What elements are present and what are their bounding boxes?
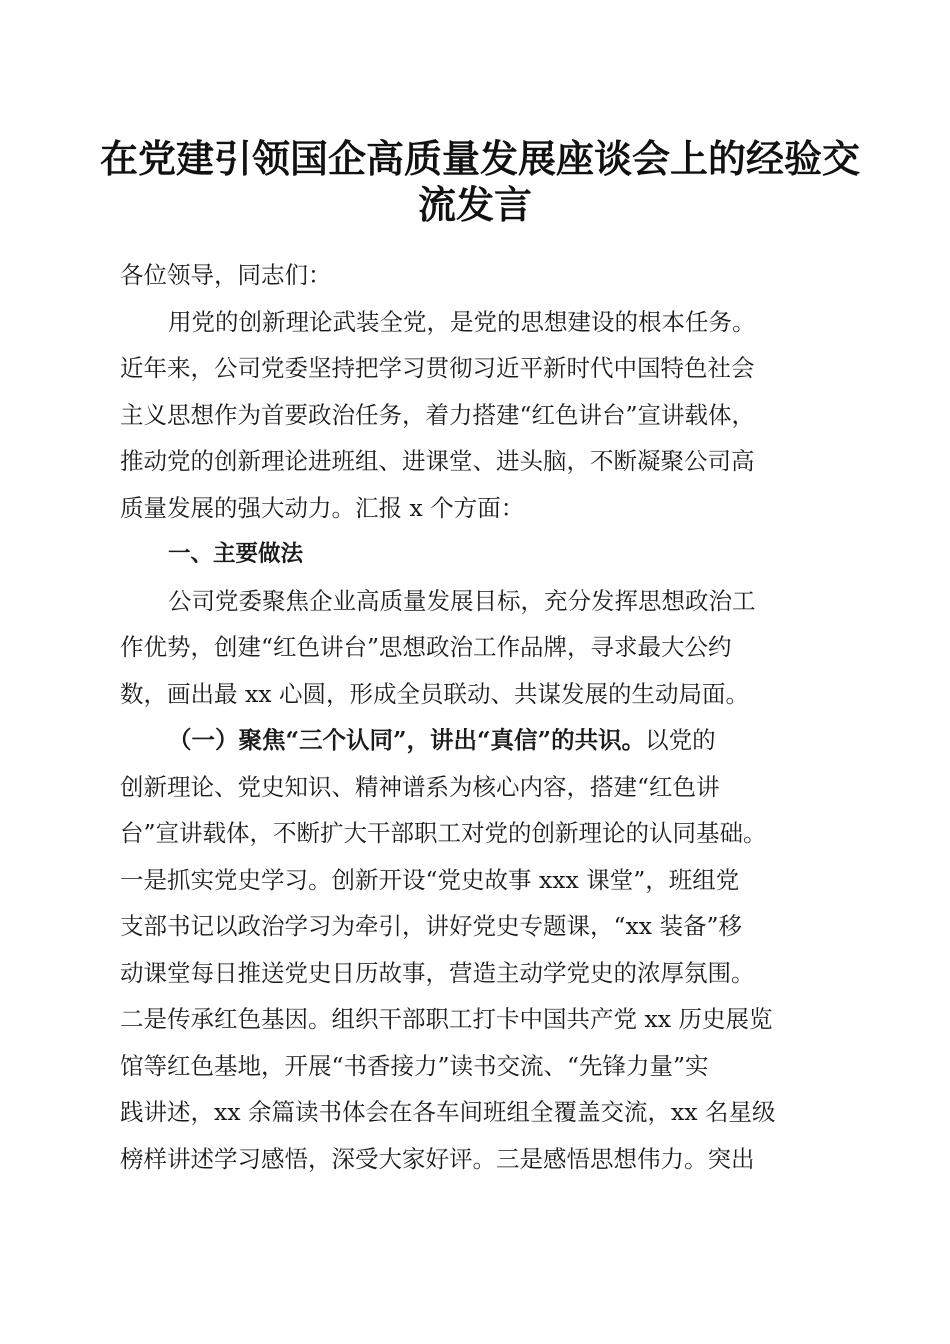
sub1-line-2: 台”宣讲载体，不断扩大干部职工对党的创新理论的认同基础。 — [120, 819, 767, 847]
salutation: 各位领导，同志们： — [120, 261, 332, 289]
section1-line-3: 数，画出最 xx 心圆，形成全员联动、共谋发展的生动局面。 — [120, 679, 749, 708]
sub1-line-4: 支部书记以政治学习为牵引，讲好党史专题课，“xx 装备”移 — [120, 912, 743, 940]
intro-line-5: 质量发展的强大动力。汇报 x 个方面： — [120, 493, 525, 522]
intro-line-3: 主义思想作为首要政治任务，着力搭建“红色讲台”宣讲载体， — [120, 400, 756, 429]
sub1-first-line — [120, 717, 860, 764]
title-line-2: 流发言 — [417, 182, 532, 227]
document-body — [120, 252, 860, 1182]
title-line-1: 在党建引领国企高质量发展座谈会上的经验交 — [100, 136, 861, 181]
sub1-first-line-rest: 以党的 — [645, 726, 716, 754]
sub1-line-3: 一是抓实党史学习。创新开设“党史故事 xxx 课堂”，班组党 — [120, 865, 740, 894]
intro-line-4: 推动党的创新理论进班组、进课堂、进头脑，不断凝聚公司高 — [120, 447, 755, 475]
sub1-line-9: 榜样讲述学习感悟，深受大家好评。三是感悟思想伟力。突出 — [120, 1144, 755, 1173]
subsection-heading-1: （一）聚焦“三个认同”，讲出“真信”的共识。 — [168, 726, 646, 754]
intro-line-1: 用党的创新理论武装全党，是党的思想建设的根本任务。 — [168, 307, 756, 336]
sub1-line-1: 创新理论、党史知识、精神谱系为核心内容，搭建“红色讲 — [120, 772, 720, 801]
sub1-line-7: 馆等红色基地，开展“书香接力”读书交流、“先锋力量”实 — [120, 1051, 709, 1080]
sub1-line-8: 践讲述，xx 余篇读书体会在各车间班组全覆盖交流，xx 名星级 — [120, 1098, 776, 1126]
intro-line-2: 近年来，公司党委坚持把学习贯彻习近平新时代中国特色社会 — [120, 354, 755, 382]
sub1-line-6: 二是传承红色基因。组织干部职工打卡中国共产党 xx 历史展览 — [120, 1005, 773, 1033]
section-heading-1: 一、主要做法 — [168, 541, 304, 567]
sub1-line-5: 动课堂每日推送党史日历故事，营造主动学党史的浓厚氛围。 — [120, 958, 755, 987]
document-title — [100, 136, 861, 228]
section1-line-2: 作优势，创建“红色讲台”思想政治工作品牌，寻求最大公约 — [120, 633, 732, 661]
section1-line-1: 公司党委聚焦企业高质量发展目标，充分发挥思想政治工 — [168, 586, 756, 615]
